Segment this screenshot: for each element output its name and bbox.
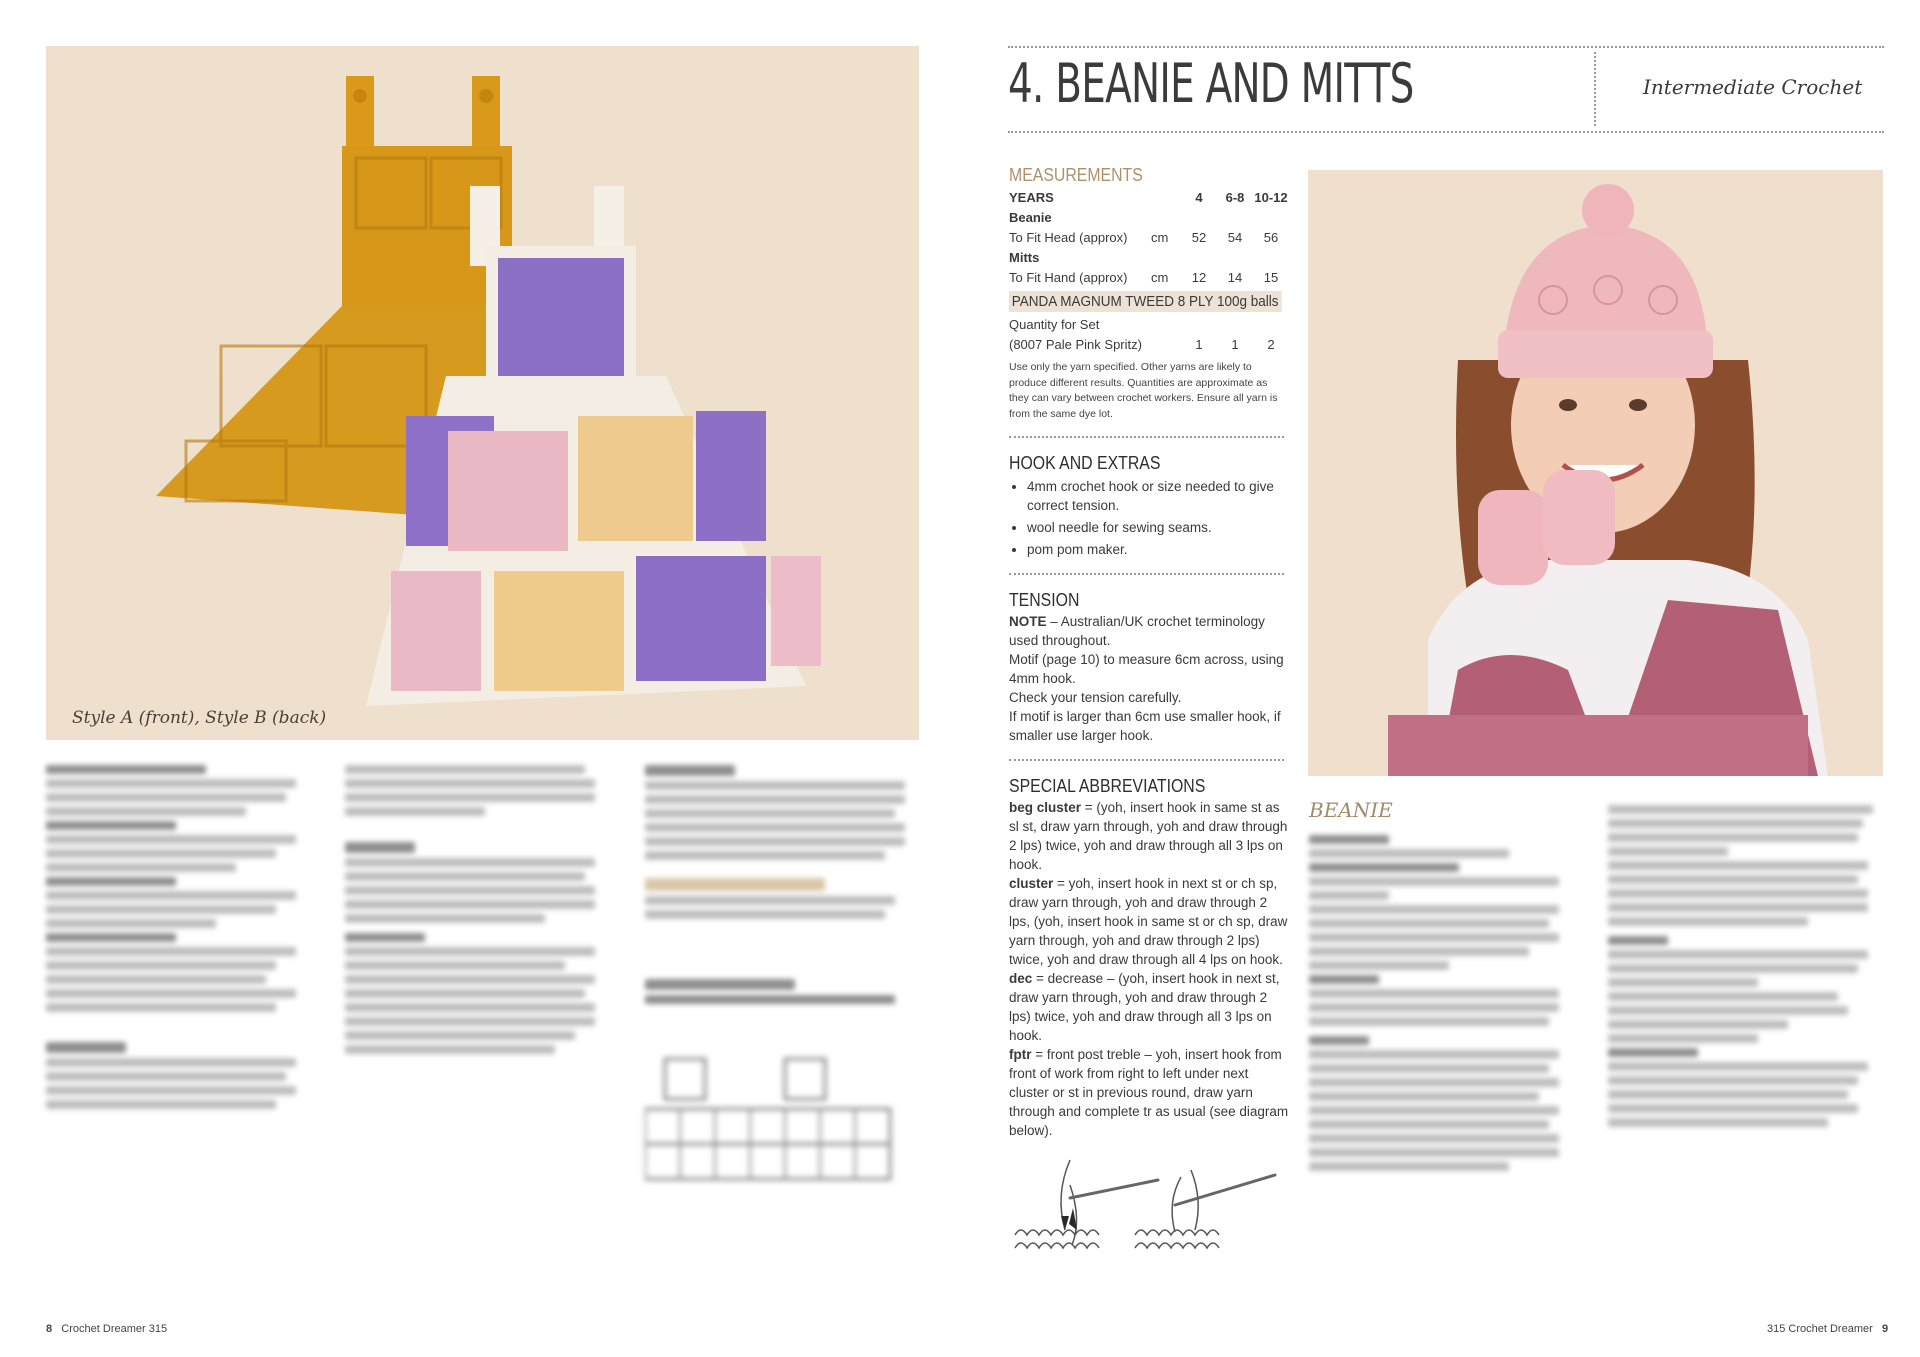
hook-item: • wool needle for sewing seams. (1027, 518, 1289, 537)
abbreviation-def: = yoh, insert hook in next st or ch sp, draw yarn through, yoh and draw through 2 lps, (yoh, insert hook in same st or ch sp, draw yarn through, yoh and draw through 2 lps) twice, yoh and draw through all 4 lps on hook. (1009, 876, 1288, 967)
hand-unit: cm (1151, 269, 1169, 285)
quantity-value: 1 (1231, 336, 1239, 352)
tension-note-text: – Australian/UK crochet terminology used throughout. (1009, 614, 1265, 648)
section-separator (1009, 759, 1284, 761)
abbreviation-entry (1009, 798, 1289, 874)
left-footer (46, 1323, 167, 1335)
right-magazine-name: 315 Crochet Dreamer (1767, 1323, 1873, 1335)
yarn-note: Use only the yarn specified. Other yarns are likely to produce different results. Quantities are approximate as they can vary between crochet workers. Ensure all yarn is from the same dye lot. (1009, 361, 1278, 420)
size-cell: 10-12 (1254, 189, 1288, 205)
hand-value: 15 (1263, 269, 1279, 285)
abbreviation-term: beg cluster (1009, 800, 1082, 815)
pattern-column-3 (645, 760, 925, 1195)
measurements-table (1009, 187, 1289, 287)
mitts-label: Mitts (1009, 249, 1040, 265)
title-divider (1594, 52, 1596, 126)
yarn-heading: PANDA MAGNUM TWEED 8 PLY 100g balls (1009, 291, 1281, 312)
abbreviation-entry (1009, 969, 1289, 1045)
tension-line: Motif (page 10) to measure 6cm across, using 4mm hook. (1009, 652, 1284, 686)
tension-line: If motif is larger than 6cm use smaller hook, if smaller use larger hook. (1009, 709, 1281, 743)
size-cell: 6-8 (1225, 189, 1245, 205)
measurements-heading: MEASUREMENTS (1009, 165, 1143, 185)
dress-photo (46, 46, 919, 740)
tension-line: Check your tension carefully. (1009, 690, 1182, 705)
quantity-value: 2 (1267, 336, 1275, 352)
head-label: To Fit Head (approx) (1009, 229, 1128, 245)
head-value: 52 (1191, 229, 1207, 245)
abbreviations-heading: SPECIAL ABBREVIATIONS (1009, 776, 1206, 796)
abbreviation-entry (1009, 874, 1289, 969)
abbreviation-def: = front post treble – yoh, insert hook from front of work from right to left under next cluster or st in previous round, draw yarn through and complete tr as usual (see diagram below). (1009, 1047, 1289, 1138)
years-label: YEARS (1009, 189, 1054, 205)
pattern-column-1 (46, 760, 316, 1114)
abbreviation-def: = decrease – (yoh, insert hook in next st, draw yarn through, yoh and draw through 2 lps) twice, yoh and draw through all 3 lps on hook. (1009, 971, 1280, 1043)
quantity-table (1009, 314, 1289, 354)
hand-value: 14 (1227, 269, 1243, 285)
beanie-column-2 (1608, 800, 1883, 1132)
hook-item: • pom pom maker. (1027, 540, 1289, 559)
colour-label: (8007 Pale Pink Spritz) (1009, 336, 1142, 352)
size-cell: 4 (1195, 189, 1203, 205)
hand-value: 12 (1191, 269, 1207, 285)
tension-note-label: NOTE (1009, 614, 1047, 629)
skill-level: Intermediate Crochet (1643, 75, 1863, 99)
beanie-label: Beanie (1009, 209, 1052, 225)
abbreviation-entry (1009, 1045, 1289, 1140)
title-top-rule (1008, 46, 1884, 48)
beanie-mitts-photo (1308, 170, 1883, 776)
section-separator (1009, 436, 1284, 438)
photo-caption: Style A (front), Style B (back) (72, 708, 327, 728)
title-bottom-rule (1008, 131, 1884, 133)
beanie-heading: BEANIE (1309, 798, 1393, 822)
left-page-number: 8 (46, 1323, 53, 1335)
right-footer (1767, 1323, 1888, 1335)
section-separator (1009, 573, 1284, 575)
abbreviation-term: cluster (1009, 876, 1054, 891)
hook-list (1009, 477, 1289, 559)
tension-heading: TENSION (1009, 590, 1080, 610)
pattern-column-2 (345, 760, 615, 1059)
right-page-number: 9 (1881, 1323, 1889, 1335)
head-value: 56 (1263, 229, 1279, 245)
fptr-diagram (1010, 1150, 1280, 1265)
hook-heading: HOOK AND EXTRAS (1009, 453, 1161, 473)
quantity-value: 1 (1195, 336, 1203, 352)
abbreviation-term: fptr (1009, 1047, 1032, 1062)
abbreviation-term: dec (1009, 971, 1033, 986)
head-unit: cm (1151, 229, 1169, 245)
tension-note (1009, 612, 1289, 650)
abbreviation-def: = (yoh, insert hook in same st as sl st, draw yarn through, yoh and draw through 2 lps) twice, yoh and draw through all 3 lps on hook. (1009, 800, 1288, 872)
beanie-column-1 (1309, 830, 1579, 1176)
instructions-column (1009, 166, 1289, 1140)
left-magazine-name: Crochet Dreamer 315 (61, 1323, 168, 1335)
hook-item: • 4mm crochet hook or size needed to give correct tension. (1027, 477, 1289, 515)
pattern-title: 4. BEANIE AND MITTS (1008, 52, 1414, 115)
hand-label: To Fit Hand (approx) (1009, 269, 1128, 285)
head-value: 54 (1227, 229, 1243, 245)
quantity-label: Quantity for Set (1009, 316, 1100, 332)
